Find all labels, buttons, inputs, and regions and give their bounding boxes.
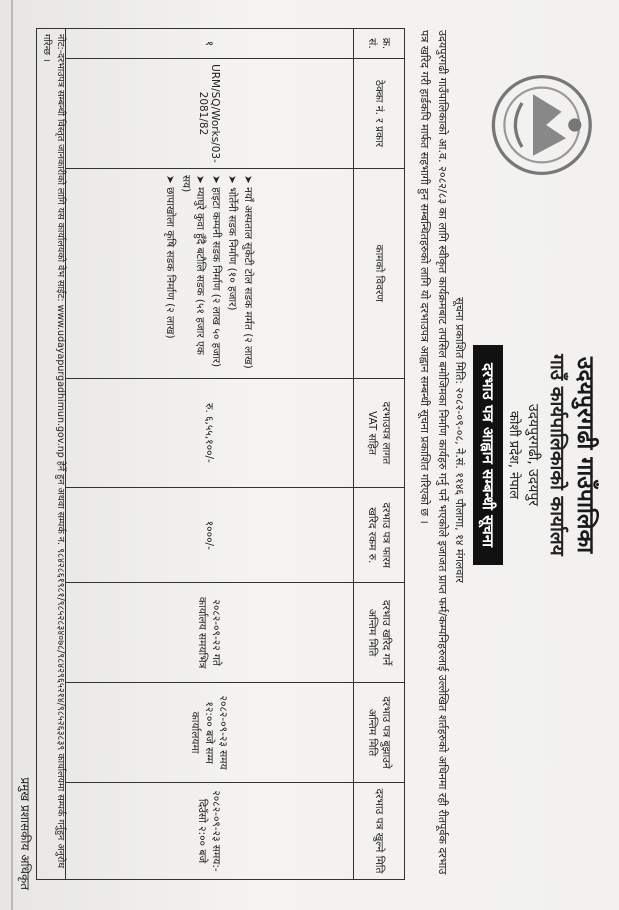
header-cost: [354, 378, 405, 488]
intro-paragraph: उदयपुरगढी गाउँपालिकाको आ.व. २०८२/८३ का लागि स्वीकृत कार्यक्रमबाट तपसिल बमोजिमका निर्माण कार्यहरु गर्नु पर्ने भएकोले इजाजत प्राप्त फर्म/कम्पनिहरुलाई उल्लेखित शर्तहरुको अधिनमा रही रीतपूर्वक दरभाउ पत्र खरिद गरी हार्डकपि मार्फत सहभागी हुन सम्बन्धितहरुको लागि यो दरभाउपत्र आह्वान सम्बन्धी सूचना प्रकाशित गरिएको छ ।: [418, 30, 449, 875]
cell-submit-deadline: २०८२-०९-२३ समय १२:०० बजे सम्म कार्यालयमा: [66, 683, 354, 783]
table-header-row: [354, 29, 405, 880]
header-opening-date: दरभाउ पत्र खुल्ने मिति: [354, 783, 405, 880]
publication-date: सूचना प्रकाशित मिति: २०८२-०९-०८, ने.सं. ११४६ पौलागा, १४ मंगलवार: [453, 297, 466, 583]
cell-tender-no: URM/SQ/Works/03-2081/82: [66, 58, 354, 168]
office-subtitle: गाउँ कार्यपालिकाको कार्यालय: [546, 354, 568, 556]
header-submit-deadline: दरभाउ पत्र बुझाउने अन्तिम मिति: [354, 683, 405, 783]
header-fee: दरभाउ पत्र फारम खरिद रकम रु.: [354, 488, 405, 583]
header-work: कामको विवरण: [354, 168, 405, 378]
office-province: कोशी प्रदेश, नेपाल: [506, 411, 521, 499]
tender-table: [65, 28, 405, 880]
work-item: ➤ भोर्तेनी सडक निर्माण (१० हजार): [226, 175, 240, 372]
cell-work-list: [66, 168, 354, 378]
signature-title: प्रमुख प्रशासकीय अधिकृत: [18, 777, 32, 890]
cell-cost: रु. ६,५५,१००/-: [66, 378, 354, 488]
header-sn: क्र. सं.: [354, 29, 405, 59]
municipality-emblem-icon: [489, 70, 599, 180]
cell-fee: १०००/-: [66, 488, 354, 583]
footnote: नोट:-दरभाउपत्र सम्बन्धी विस्तृत जानकारीको लागि यस कार्यालयको वेभ साईट: www.udayapurgadhimun.gov.np हेर्ने हुन अथवा सम्पर्क नं. ९८४२८६१९८१/९८५२८३४०७८/९८४२९६५२१४/९८५२६३८३९ कार्यालयमा सम्पर्क गर्नुहुन अनुरोध गरिन्छ ।: [36, 28, 69, 880]
work-item: ➤ हाइटा कम्पनी सडक निर्माण (२ लाख ५० हजार): [210, 175, 224, 372]
table-row: [66, 29, 354, 880]
work-item: ➤ म्याघुरे कुवा हुँदै बटौलि सडक (५१ हजार एक सय): [180, 175, 208, 372]
office-address: उदयपुरगढी, उदयपुर: [525, 403, 541, 507]
work-item: ➤ छापाखोला कृषि सडक निर्माण (२ लाख): [164, 175, 178, 372]
cell-opening-date: २०८२-०९-२३ समय:- दिउँसो २:०० बजे: [66, 783, 354, 880]
paper-fold-line: [11, 0, 13, 910]
header-cost-line2: VAT सहित: [366, 410, 378, 455]
office-title: उदयपुरगढी गाउँपालिका: [572, 356, 598, 554]
work-item: ➤ नयाँ अस्पताल सुकेटी टोल सडक मर्मत (२ लाख): [242, 175, 256, 372]
cell-sn: १: [66, 29, 354, 59]
header-cost-line1: दरभाउपत्र लागत: [380, 401, 392, 465]
header-tender-no: ठेक्का नं. र प्रकार: [354, 58, 405, 168]
cell-purchase-deadline: २०८२-०९-२२ गते कार्यालय समयभित्र: [66, 583, 354, 683]
header-purchase-deadline: दरभाउ खरिद गर्ने अन्तिम मिति: [354, 583, 405, 683]
notice-title: दरभाउ पत्र आह्वान सम्बन्धी सूचना: [473, 345, 503, 565]
